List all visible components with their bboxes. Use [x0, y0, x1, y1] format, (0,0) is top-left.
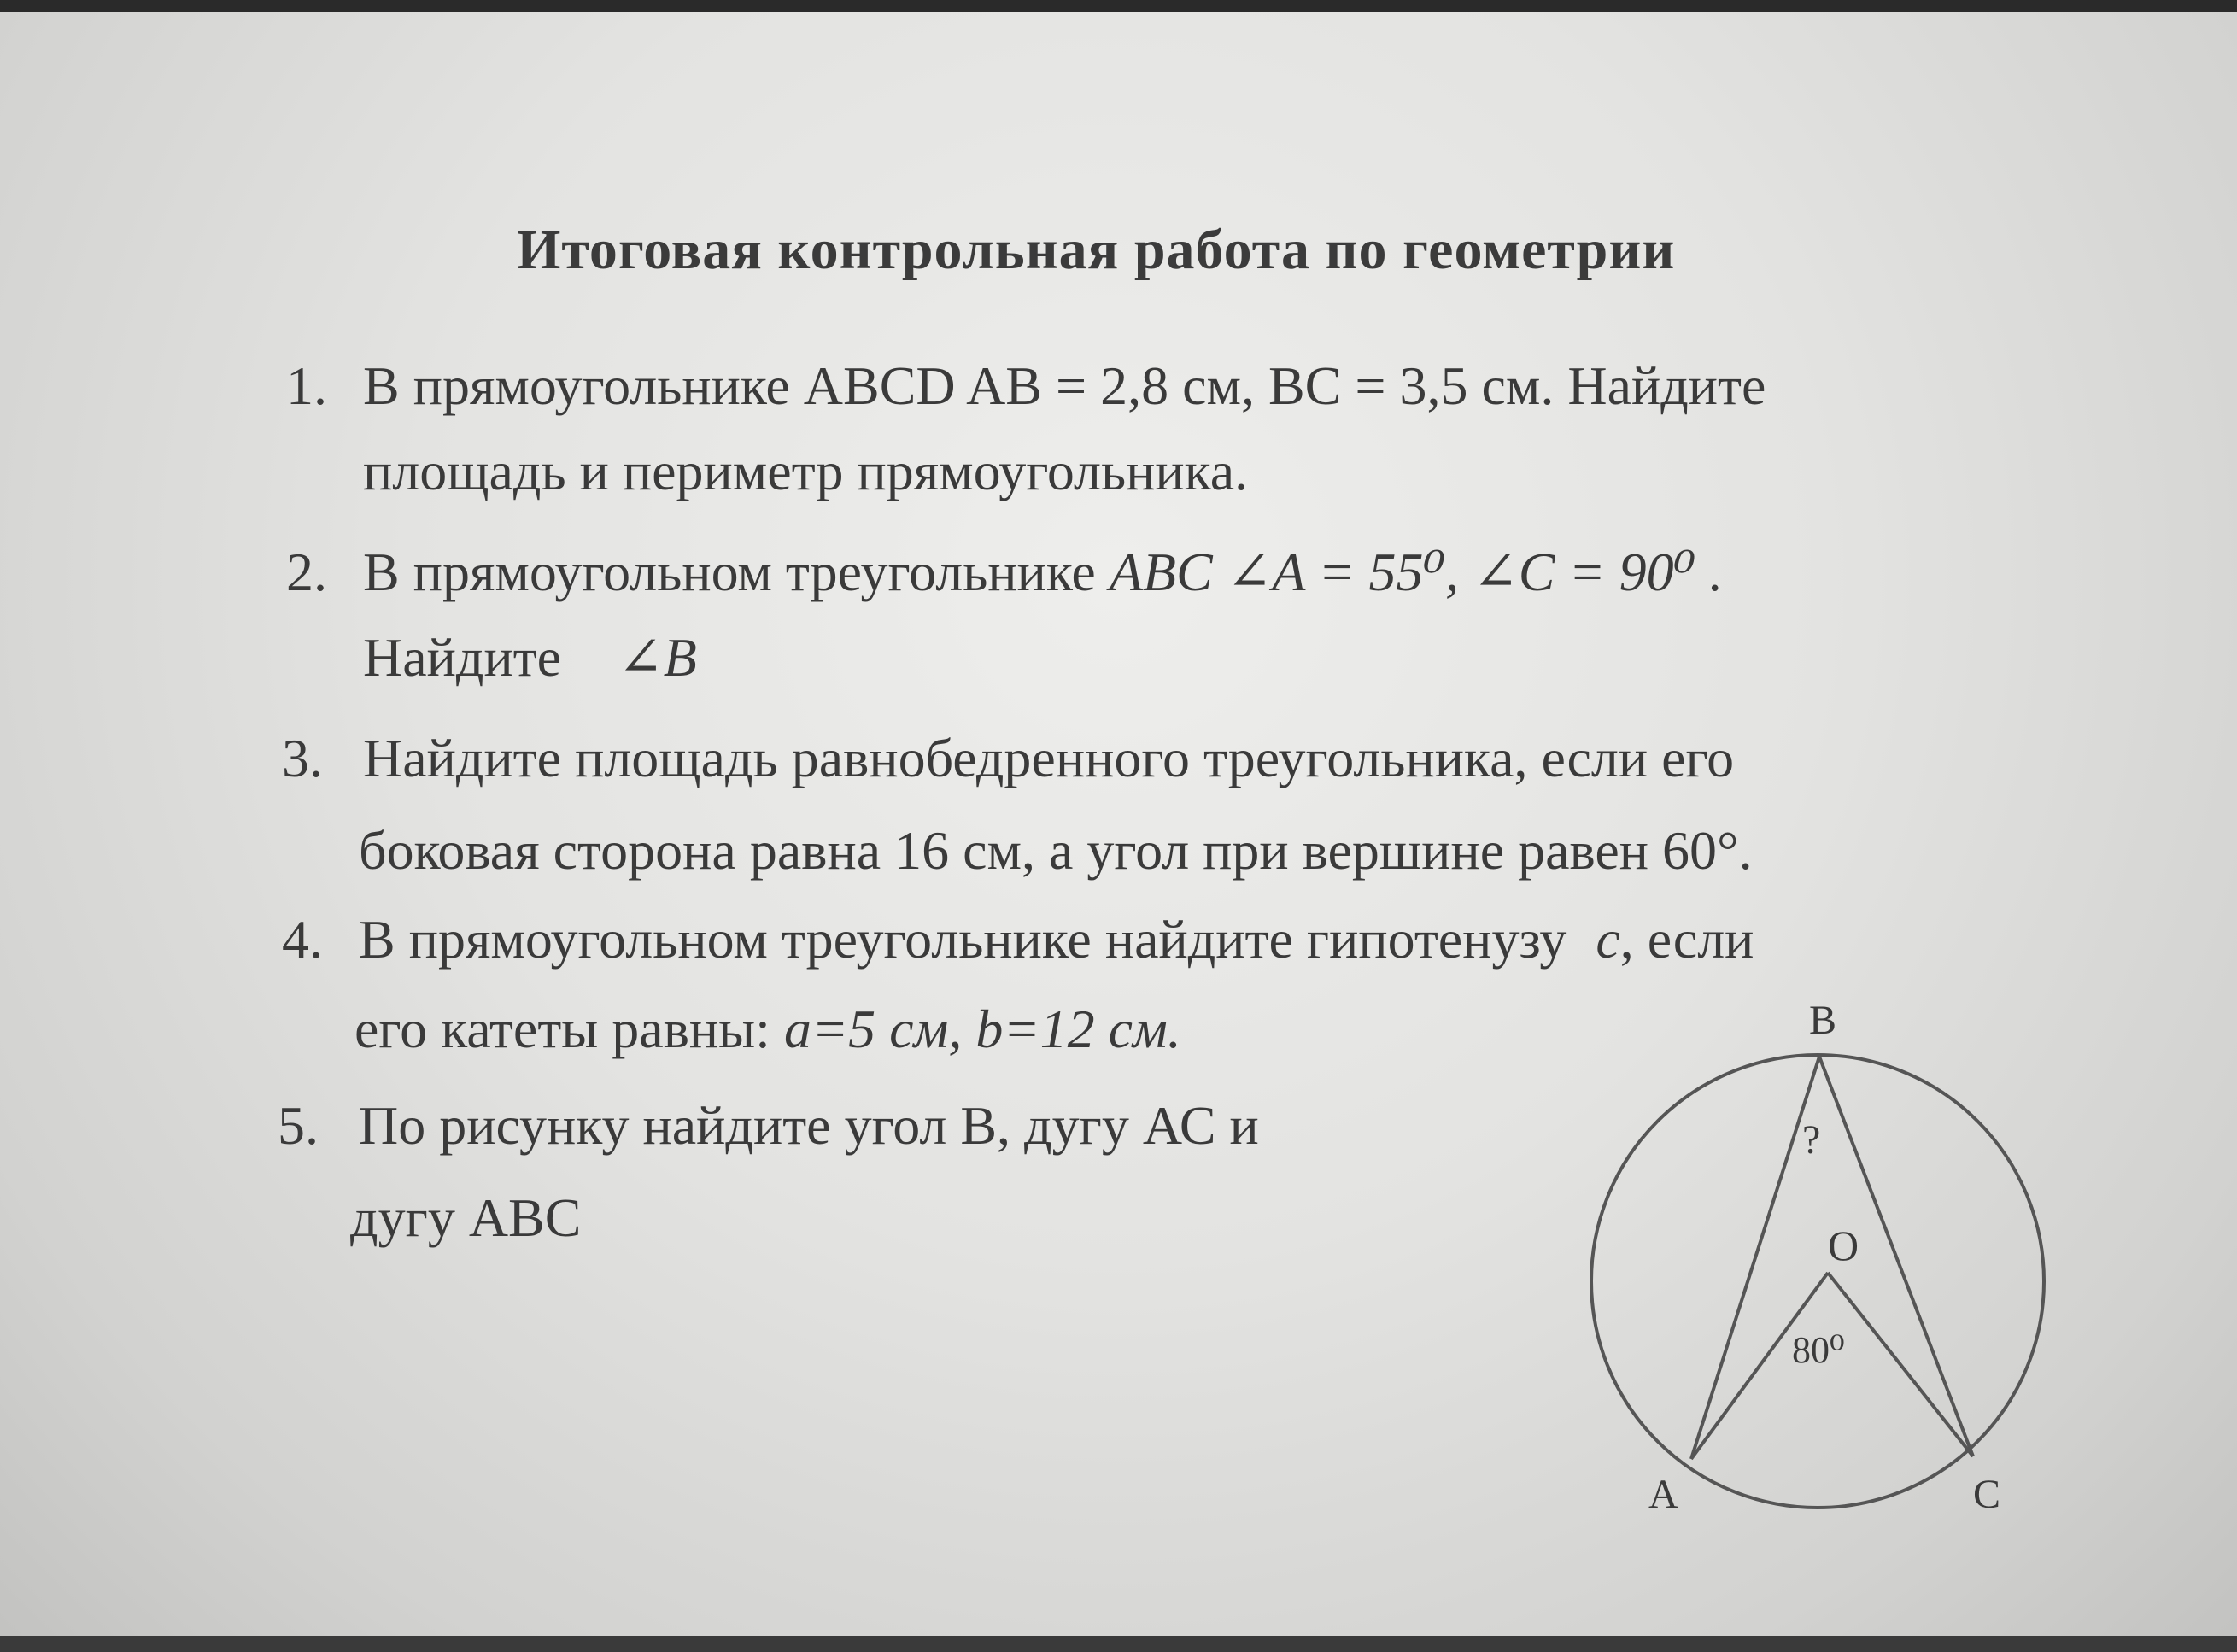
label-angle: 80⁰ [1792, 1329, 1845, 1371]
task-2 [286, 530, 2165, 700]
task-math: ABC ∠A = 55⁰, ∠C = 90⁰ . [1109, 542, 1724, 602]
task-text-line: дугу АВС [350, 1187, 582, 1248]
task-text-line: В прямоугольнике ABCD AB = 2,8 см, BC = 3,5 см. Найдите [363, 355, 1766, 416]
task-5 [278, 1083, 1559, 1271]
label-a: A [1648, 1472, 1678, 1517]
task-number: 1. [286, 355, 327, 416]
task-text: В прямоугольном треугольнике [363, 542, 1096, 602]
task-line [354, 987, 1181, 1072]
task-text: Найдите [363, 627, 562, 688]
top-edge [0, 0, 2237, 12]
circle-figure [1572, 991, 2067, 1546]
task-1 [286, 343, 2165, 514]
task-number: 2. [286, 542, 327, 602]
task-text: , если [1619, 909, 1754, 970]
task-number: 4. [282, 909, 323, 970]
radius-oc [1828, 1273, 1973, 1456]
label-b: B [1809, 998, 1837, 1043]
task-text: его катеты равны: [354, 999, 770, 1059]
task-text-line: По рисунку найдите угол В, дугу АС и [359, 1095, 1259, 1156]
label-question: ? [1802, 1117, 1821, 1163]
task-math: ∠B [618, 627, 697, 688]
task-text-line: боковая сторона равна 16 см, а угол при вершине равен 60°. [359, 820, 1753, 881]
label-c: C [1973, 1472, 2001, 1517]
task-line [363, 530, 1723, 615]
task-math: c [1596, 909, 1620, 970]
document-title: Итоговая контрольная работа по геометрии [517, 219, 1676, 281]
task-line [359, 897, 1754, 982]
task-3 [282, 716, 2161, 904]
task-text: В прямоугольном треугольнике найдите гипотенузу [359, 909, 1567, 970]
task-number: 3. [282, 728, 323, 788]
bottom-edge [0, 1636, 2237, 1652]
task-line [363, 615, 697, 700]
task-text-line: Найдите площадь равнобедренного треугольника, если его [363, 728, 1735, 788]
label-o: O [1828, 1221, 1859, 1269]
chord-ba [1691, 1057, 1819, 1459]
task-number: 5. [278, 1095, 319, 1156]
task-text-line: площадь и периметр прямоугольника. [363, 441, 1249, 501]
task-math: a=5 см, b=12 см. [783, 999, 1181, 1059]
